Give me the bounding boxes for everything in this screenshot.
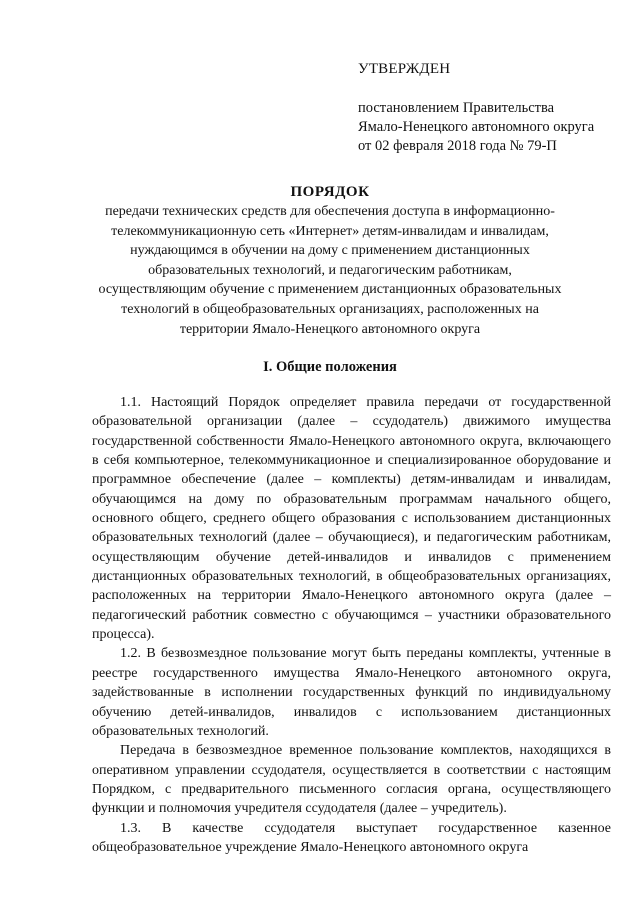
paragraph-transfer: Передача в безвозмездное временное пользование комплектов, находящихся в оперативном управлении ссудодателя, осуществляется в соответствии с настоящим Порядком, с предварительного письменного согласия органа, осуществляющего функции и полномочия учредителя ссудодателя (далее – учредитель). xyxy=(92,743,611,817)
section-heading: I. Общие положения xyxy=(263,359,397,375)
document-title: ПОРЯДОК xyxy=(290,184,370,200)
approval-line-1: постановлением Правительства xyxy=(358,100,555,116)
document-subtitle: передачи технических средств для обеспечения доступа в информационно-телекоммуникационную сеть «Интернет» детям-инвалидам и инвалидам, нуждающимся в обучении на дому с применением дистанционных образовательных технологий, и педагогическим работникам, осуществляющим обучение с применением дистанционных образовательных технологий в общеобразовательных организациях, расположенных на территории Ямало-Ненецкого автономного округа xyxy=(98,204,562,337)
approval-line-3: от 02 февраля 2018 года № 79-П xyxy=(358,138,557,154)
paragraph-1-1: 1.1. Настоящий Порядок определяет правила передачи от государственной образовательной организации (далее – ссудодатель) движимого имущества государственной собственности Ямало-Ненецкого автономного округа, включающего в себя компьютерное, телекоммуникационное и специализированное оборудование и программное обеспечение (далее – комплекты) детям-инвалидам и инвалидам, обучающимся на дому по образовательным программам начального общего, основного общего, среднего общего образования с использованием дистанционных образовательных технологий (далее – обучающиеся), и педагогическим работникам, осуществляющим обучение детей-инвалидов и инвалидов с применением дистанционных образовательных технологий, в общеобразовательных организациях, расположенных на территории Ямало-Ненецкого автономного округа (далее – педагогический работник совместно с обучающимся – участники образовательного процесса). xyxy=(92,395,611,643)
approved-stamp-text: УТВЕРЖДЕН xyxy=(358,61,451,77)
paragraph-1-3: 1.3. В качестве ссудодателя выступает государственное казенное общеобразовательное учреждение Ямало-Ненецкого автономного округа xyxy=(92,820,611,855)
section-body xyxy=(92,393,611,857)
approval-line-2: Ямало-Ненецкого автономного округа xyxy=(358,119,595,135)
paragraph-1-2: 1.2. В безвозмездное пользование могут быть переданы комплекты, учтенные в реестре государственного имущества Ямало-Ненецкого автономного округа, задействованные в исполнении государственных функций по индивидуальному обучению детей-инвалидов, инвалидов с использованием дистанционных образовательных технологий. xyxy=(92,646,611,739)
approval-block xyxy=(358,60,618,156)
